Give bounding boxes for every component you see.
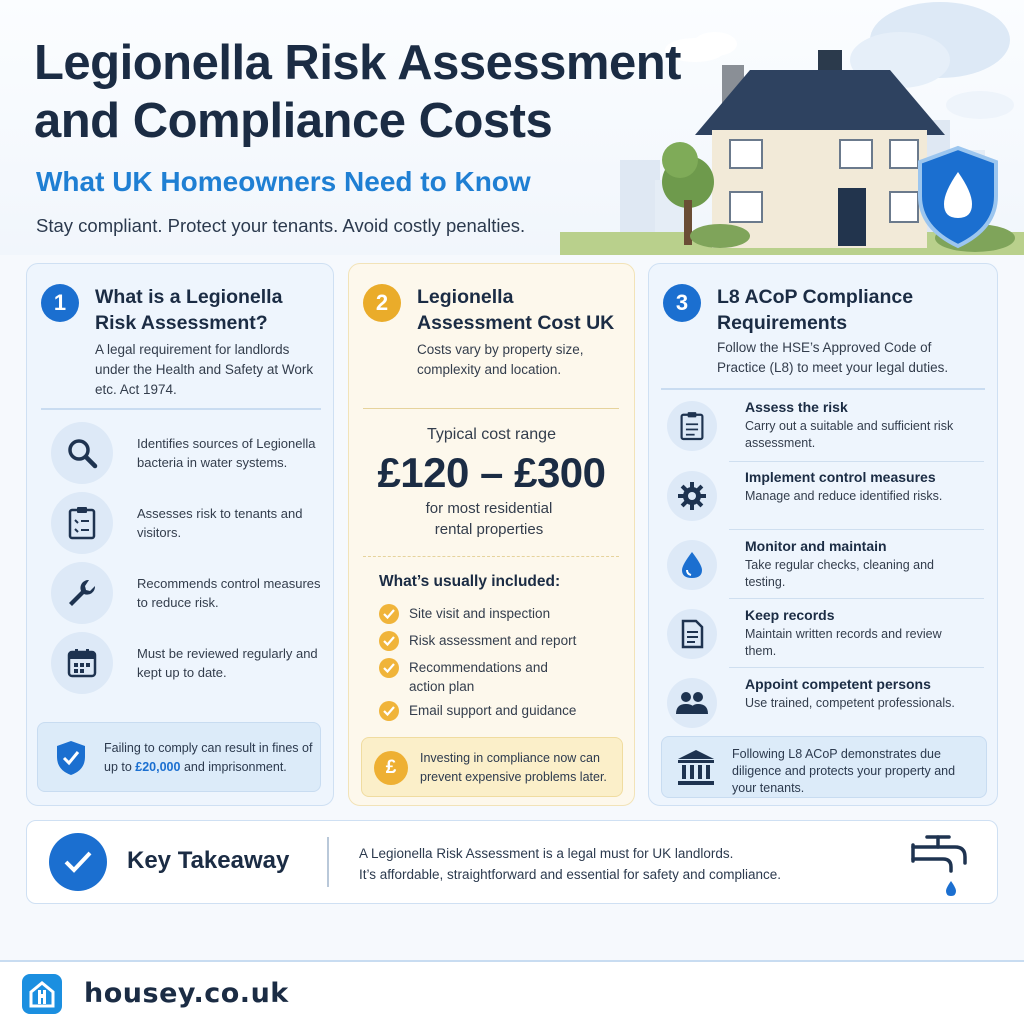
- included-heading: What’s usually included:: [379, 573, 561, 590]
- requirement-heading: Implement control measures: [745, 469, 936, 485]
- penalty-alert: [37, 722, 321, 792]
- clipboard-icon: [667, 401, 717, 451]
- fine-amount: £20,000: [135, 760, 181, 774]
- requirement-item: [667, 469, 983, 537]
- shield-check-icon: [54, 739, 88, 777]
- check-icon: [379, 658, 399, 678]
- included-item: Risk assessment and report: [409, 633, 577, 648]
- check-circle-icon: [49, 833, 107, 891]
- list-item-text: Assesses risk to tenants and visitors.: [137, 506, 303, 540]
- clipboard-icon: [51, 492, 113, 554]
- list-item: [51, 422, 331, 484]
- wrench-icon: [51, 562, 113, 624]
- card-l8-requirements: [648, 263, 998, 806]
- cost-tip: [361, 737, 623, 797]
- card-description: A legal requirement for landlords under the Health and Safety at Work etc. Act 1974.: [95, 342, 314, 397]
- card-title: What is a Legionella Risk Assessment?: [95, 286, 283, 334]
- card-what-is-assessment: [26, 263, 334, 806]
- requirement-text: Carry out a suitable and sufficient risk assessment.: [745, 419, 954, 450]
- requirement-item: [667, 607, 983, 675]
- key-takeaway: [26, 820, 998, 904]
- cost-range: £120 – £300: [377, 449, 606, 496]
- card-description: Follow the HSE’s Approved Code of Practice (L8) to meet your legal duties.: [717, 340, 949, 375]
- calendar-icon: [51, 632, 113, 694]
- water-drop-icon: [667, 540, 717, 590]
- requirement-heading: Appoint competent persons: [745, 676, 931, 692]
- pound-icon: £: [374, 751, 408, 785]
- step-number-2: 2: [363, 284, 401, 322]
- card-title: Legionella Assessment Cost UK: [417, 286, 615, 334]
- requirement-item: [667, 538, 983, 606]
- list-item: [51, 632, 331, 694]
- tagline: Stay compliant. Protect your tenants. Avoid costly penalties.: [36, 215, 526, 236]
- document-icon: [667, 609, 717, 659]
- row-separator: [729, 598, 984, 599]
- magnifier-icon: [51, 422, 113, 484]
- page-title: Legionella Risk Assessment and Compliance Costs: [34, 36, 681, 148]
- tip-text: Investing in compliance now can prevent expensive problems later.: [420, 751, 607, 784]
- requirement-text: Manage and reduce identified risks.: [745, 489, 943, 503]
- due-diligence-note: [661, 736, 987, 798]
- housey-logo-icon: [22, 974, 62, 1014]
- card-description: Costs vary by property size, complexity and location.: [417, 342, 584, 377]
- bank-building-icon: [676, 749, 716, 787]
- included-item: Email support and guidance: [409, 703, 577, 718]
- hero-header: [0, 0, 1024, 255]
- takeaway-line-2: It’s affordable, straightforward and essential for safety and compliance.: [359, 867, 781, 882]
- list-item-text: Recommends control measures to reduce risk.: [137, 576, 321, 610]
- requirement-item: [667, 676, 983, 744]
- row-separator: [729, 461, 984, 462]
- note-text: Following L8 ACoP demonstrates due diligence and protects your property and your tenants.: [732, 747, 956, 795]
- page-subtitle: What UK Homeowners Need to Know: [36, 166, 531, 197]
- people-icon: [667, 678, 717, 728]
- requirement-text: Maintain written records and review them.: [745, 627, 942, 658]
- check-icon: [379, 701, 399, 721]
- requirement-heading: Keep records: [745, 607, 835, 623]
- divider: [363, 556, 619, 557]
- list-item-text: Must be reviewed regularly and kept up to date.: [137, 646, 318, 680]
- takeaway-line-1: A Legionella Risk Assessment is a legal must for UK landlords.: [359, 846, 734, 861]
- row-separator: [729, 529, 984, 530]
- divider: [41, 408, 321, 410]
- requirement-text: Take regular checks, cleaning and testing.: [745, 558, 935, 589]
- list-item-text: Identifies sources of Legionella bacteria in water systems.: [137, 436, 316, 470]
- check-icon: [379, 604, 399, 624]
- requirement-heading: Monitor and maintain: [745, 538, 887, 554]
- requirement-item: [667, 399, 983, 467]
- takeaway-text: [359, 843, 781, 885]
- cost-label: Typical cost range: [427, 426, 556, 443]
- row-separator: [729, 667, 984, 668]
- cost-note: for most residential rental properties: [425, 500, 553, 538]
- gear-icon: [667, 471, 717, 521]
- list-item: [51, 492, 331, 554]
- water-tap-icon: [903, 829, 973, 899]
- footer: [0, 960, 1024, 1024]
- step-number-1: 1: [41, 284, 79, 322]
- penalty-text: Failing to comply can result in fines of up to £20,000 and imprisonment.: [104, 741, 313, 774]
- check-icon: [379, 631, 399, 651]
- included-item: Recommendations and action plan: [409, 660, 548, 694]
- requirement-heading: Assess the risk: [745, 399, 848, 415]
- divider: [661, 388, 985, 390]
- card-assessment-cost: [348, 263, 635, 806]
- divider: [363, 408, 619, 409]
- list-item: [51, 562, 331, 624]
- included-item: Site visit and inspection: [409, 606, 551, 621]
- takeaway-heading: Key Takeaway: [127, 847, 290, 874]
- card-title: L8 ACoP Compliance Requirements: [717, 286, 914, 334]
- step-number-3: 3: [663, 284, 701, 322]
- takeaway-separator: [327, 837, 329, 887]
- requirement-text: Use trained, competent professionals.: [745, 696, 955, 710]
- brand-url[interactable]: housey.co.uk: [84, 978, 289, 1009]
